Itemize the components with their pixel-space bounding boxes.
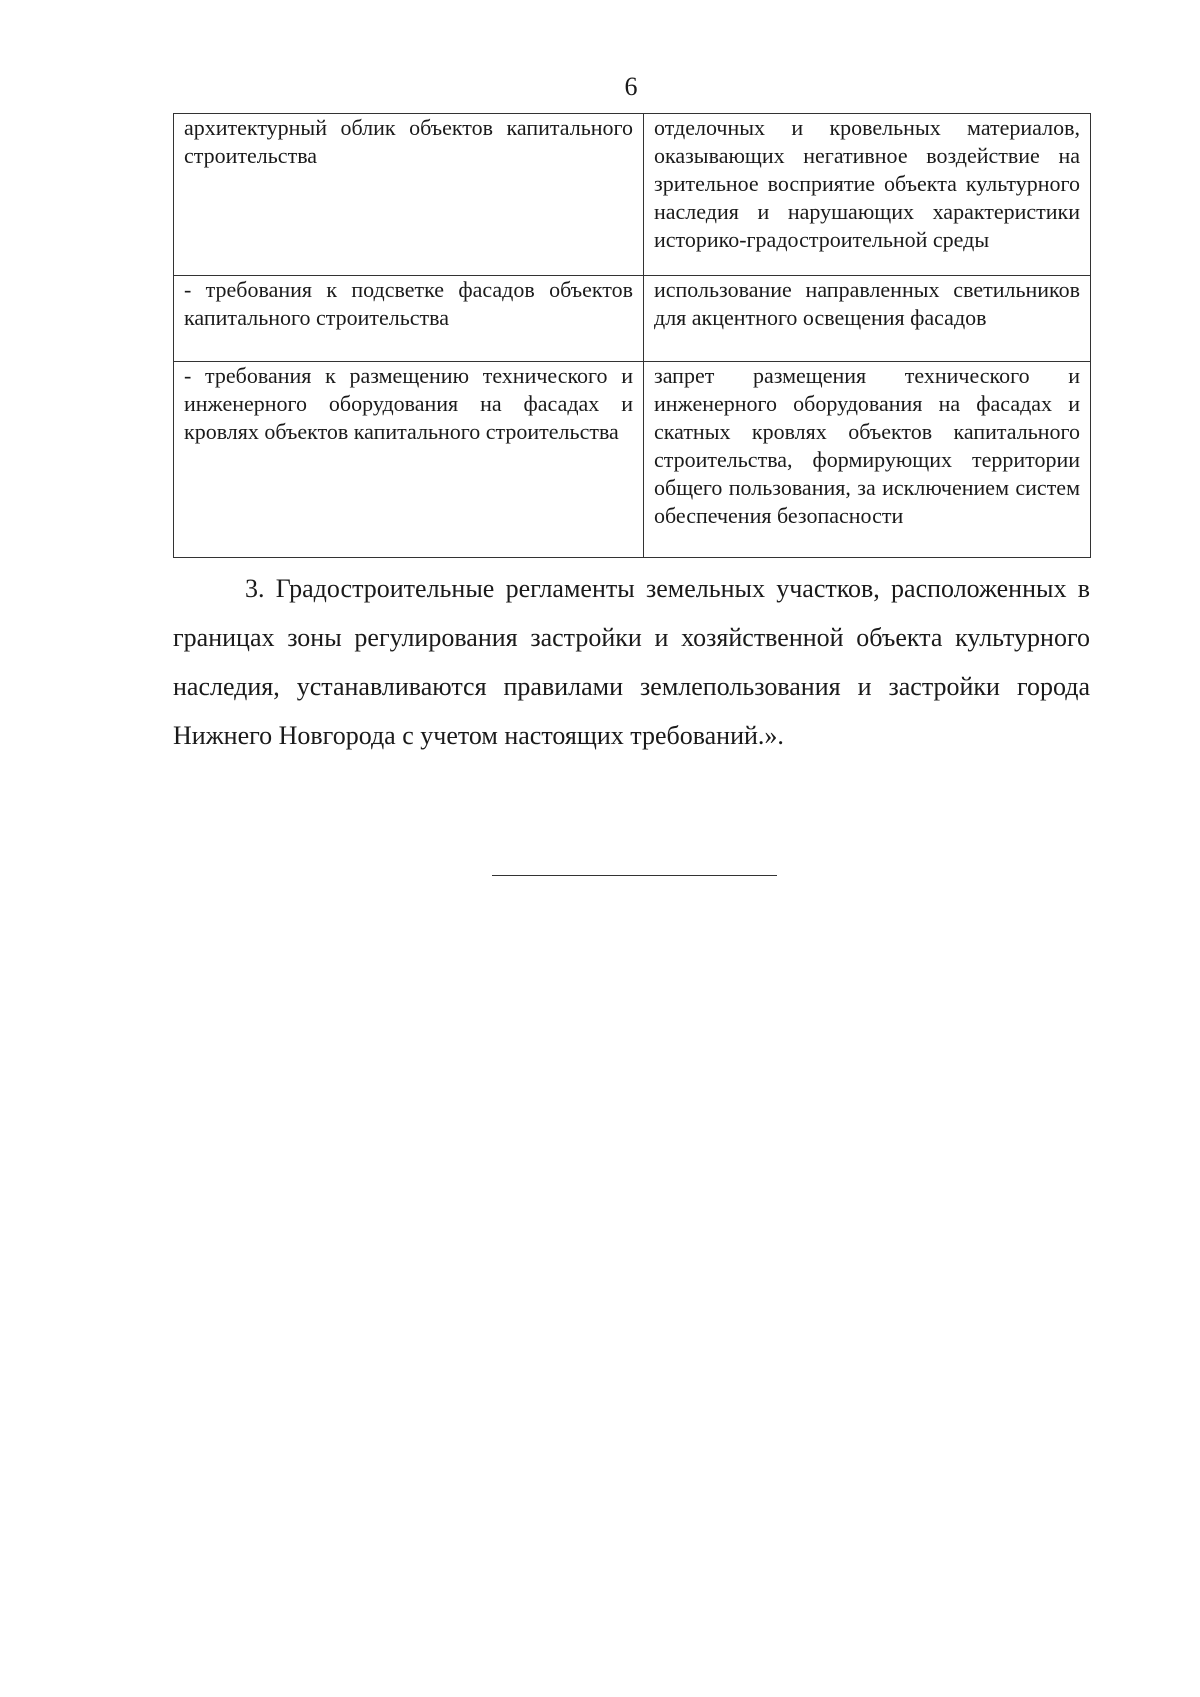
table-cell-value: запрет размещения технического и инженерного оборудования на фасадах и скатных кровлях объектов капитального строительства, формирующих территории общего пользования, за исключением систем обеспечения безопасности [644,362,1091,558]
table-row [174,276,1091,362]
table-cell-requirement: архитектурный облик объектов капитального строительства [174,114,644,276]
table-cell-requirement: - требования к размещению технического и инженерного оборудования на фасадах и кровлях объектов капитального строительства [174,362,644,558]
page-number: 6 [624,72,638,101]
paragraph-3: 3. Градостроительные регламенты земельных участков, расположенных в границах зоны регулирования застройки и хозяйственной объекта культурного наследия, устанавливаются правилами землепользования и застройки города Нижнего Новгорода с учетом настоящих требований.». [173,574,1090,750]
table-cell-value: использование направленных светильников для акцентного освещения фасадов [644,276,1091,362]
end-divider-line [492,875,777,876]
table-row [174,114,1091,276]
table-row [174,362,1091,558]
requirements-table [173,113,1091,558]
table-cell-requirement: - требования к подсветке фасадов объектов капитального строительства [174,276,644,362]
table-cell-value: отделочных и кровельных материалов, оказывающих негативное воздействие на зрительное восприятие объекта культурного наследия и нарушающих характеристики историко-градостроительной среды [644,114,1091,276]
